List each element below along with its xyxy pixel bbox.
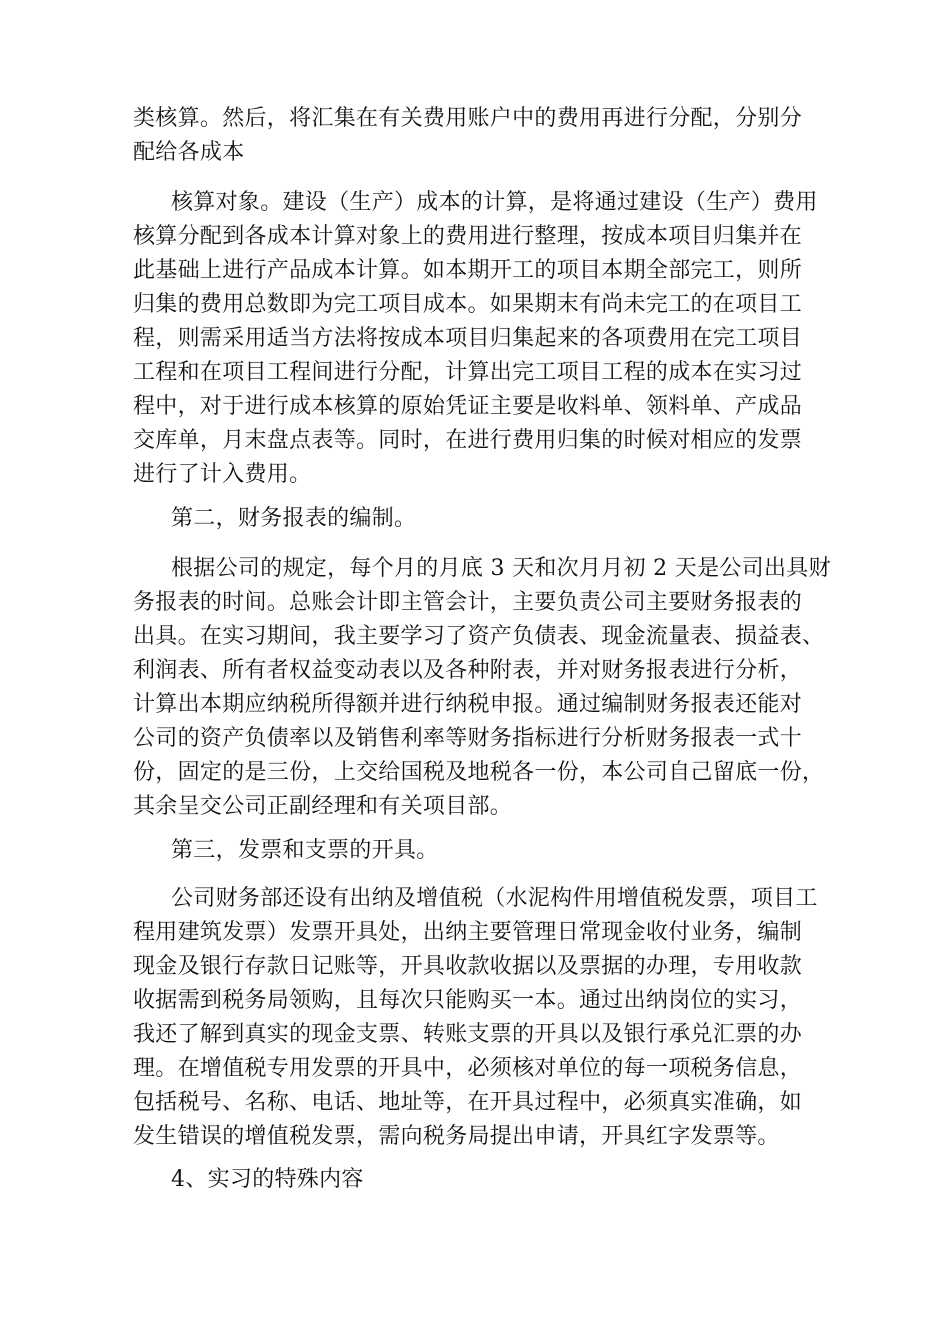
paragraph-financial-statements xyxy=(133,552,831,824)
text-line: 程用建筑发票）发票开具处，出纳主要管理日常现金收付业务，编制 xyxy=(133,920,803,945)
paragraph-invoices-cheques xyxy=(133,882,818,1154)
text-line: 现金及银行存款日记账等，开具收款收据以及票据的办理，专用收款 xyxy=(133,954,803,979)
text-line: 利润表、所有者权益变动表以及各种附表，并对财务报表进行分析， xyxy=(133,658,803,683)
text-line: 根据公司的规定，每个月的月底 3 天和次月月初 2 天是公司出具财 xyxy=(171,556,831,581)
text-line: 份，固定的是三份，上交给国税及地税各一份，本公司自己留底一份， xyxy=(133,760,825,785)
text-line: 第三，发票和支票的开具。 xyxy=(171,838,439,863)
text-line: 理。在增值税专用发票的开具中，必须核对单位的每一项税务信息， xyxy=(133,1056,803,1081)
text-line: 公司财务部还设有出纳及增值税（水泥构件用增值税发票，项目工 xyxy=(171,886,818,911)
heading-special-content xyxy=(133,1163,364,1197)
text-line: 程，则需采用适当方法将按成本项目归集起来的各项费用在完工项目 xyxy=(133,326,803,351)
text-line: 归集的费用总数即为完工项目成本。如果期末有尚未完工的在项目工 xyxy=(133,292,803,317)
text-line: 公司的资产负债率以及销售利率等财务指标进行分析财务报表一式十 xyxy=(133,726,803,751)
text-line: 交库单，月末盘点表等。同时，在进行费用归集的时候对相应的发票 xyxy=(133,428,803,453)
heading-financial-statements xyxy=(133,502,416,536)
text-line: 4、实习的特殊内容 xyxy=(171,1167,364,1192)
text-line: 程中，对于进行成本核算的原始凭证主要是收料单、领料单、产成品 xyxy=(133,394,803,419)
paragraph-cost-calculation xyxy=(133,186,818,492)
heading-invoices-cheques xyxy=(133,834,439,868)
text-line: 我还了解到真实的现金支票、转账支票的开具以及银行承兑汇票的办 xyxy=(133,1022,803,1047)
text-line: 出具。在实习期间，我主要学习了资产负债表、现金流量表、损益表、 xyxy=(133,624,825,649)
text-line: 类核算。然后，将汇集在有关费用账户中的费用再进行分配，分别分 xyxy=(133,106,803,131)
text-line: 发生错误的增值税发票，需向税务局提出申请，开具红字发票等。 xyxy=(133,1124,780,1149)
text-line: 务报表的时间。总账会计即主管会计，主要负责公司主要财务报表的 xyxy=(133,590,803,615)
paragraph-cost-accounting-intro xyxy=(133,102,802,170)
text-line: 核算分配到各成本计算对象上的费用进行整理，按成本项目归集并在 xyxy=(133,224,803,249)
text-line: 第二，财务报表的编制。 xyxy=(171,506,417,531)
text-line: 此基础上进行产品成本计算。如本期开工的项目本期全部完工，则所 xyxy=(133,258,803,283)
text-line: 工程和在项目工程间进行分配，计算出完工项目工程的成本在实习过 xyxy=(133,360,803,385)
text-line: 进行了计入费用。 xyxy=(133,462,312,487)
text-line: 收据需到税务局领购，且每次只能购买一本。通过出纳岗位的实习， xyxy=(133,988,803,1013)
text-line: 配给各成本 xyxy=(133,140,245,165)
text-line: 核算对象。建设（生产）成本的计算，是将通过建设（生产）费用 xyxy=(171,190,818,215)
text-line: 计算出本期应纳税所得额并进行纳税申报。通过编制财务报表还能对 xyxy=(133,692,803,717)
text-line: 其余呈交公司正副经理和有关项目部。 xyxy=(133,794,513,819)
text-line: 包括税号、名称、电话、地址等，在开具过程中，必须真实准确，如 xyxy=(133,1090,803,1115)
